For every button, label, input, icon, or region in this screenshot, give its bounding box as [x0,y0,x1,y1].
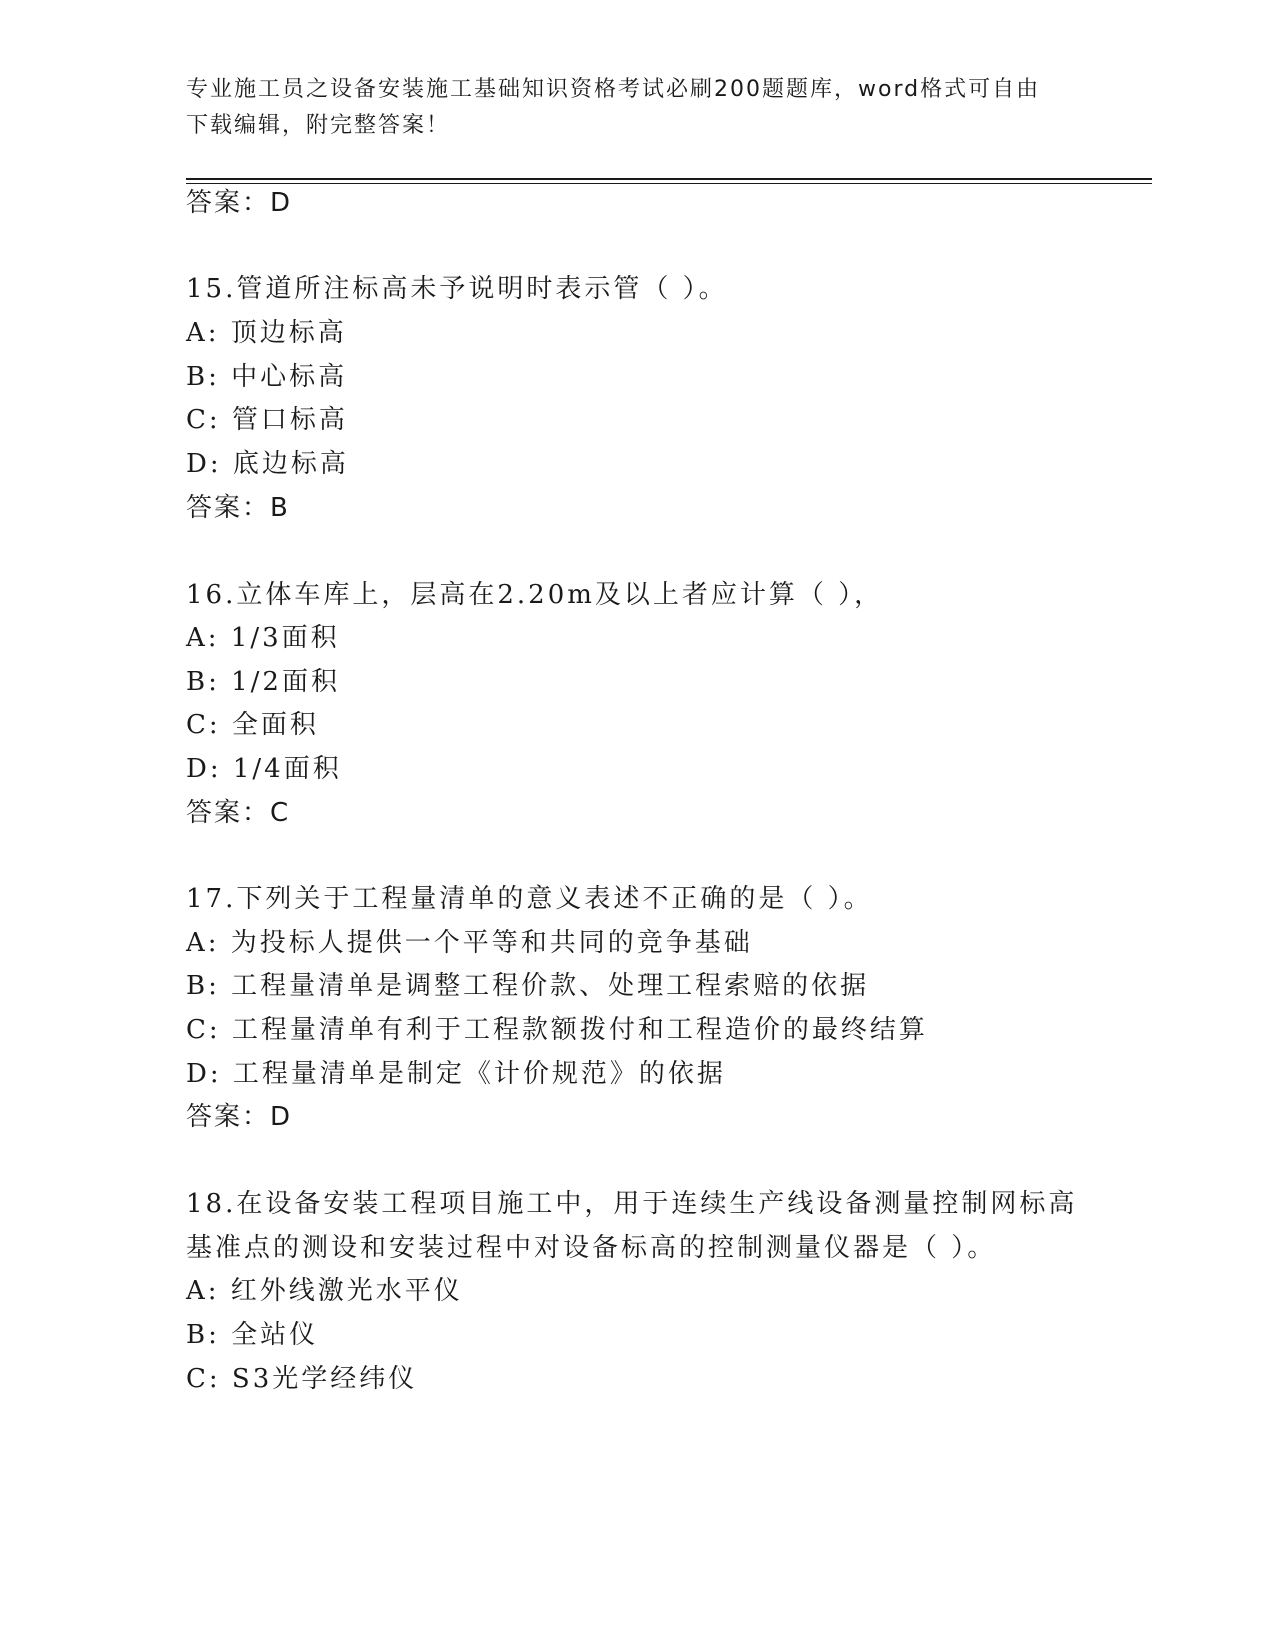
question-16-option-c: C: 全面积 [186,710,319,740]
question-15-option-a: A: 顶边标高 [186,318,347,348]
question-18-option-a: A: 红外线激光水平仪 [186,1276,463,1306]
question-15-stem: 15.管道所注标高未予说明时表示管（ ）。 [186,274,728,304]
header-line-1: 专业施工员之设备安装施工基础知识资格考试必刷200题题库，word格式可自由 [186,77,1041,102]
question-17-option-c: C: 工程量清单有利于工程款额拨付和工程造价的最终结算 [186,1015,928,1045]
question-16-stem: 16.立体车库上，层高在2.20m及以上者应计算（ ）， [186,580,884,610]
question-15-option-c: C: 管口标高 [186,405,348,435]
question-15-option-b: B: 中心标高 [186,362,348,392]
document-header [186,72,1086,144]
question-16-option-a: A: 1/3面积 [186,623,340,653]
question-17-stem: 17.下列关于工程量清单的意义表述不正确的是（ ）。 [186,884,873,914]
header-divider-thin [186,183,1152,184]
question-18-stem-line-1: 18.在设备安装工程项目施工中，用于连续生产线设备测量控制网标高 [186,1189,1078,1219]
previous-answer: 答案：D [186,188,293,218]
header-line-2: 下载编辑，附完整答案！ [186,113,451,138]
question-15-answer: 答案：B [186,493,290,523]
question-18-stem-line-2: 基准点的测设和安装过程中对设备标高的控制测量仪器是（ ）。 [186,1233,997,1263]
question-15-option-d: D: 底边标高 [186,449,349,479]
question-17-option-b: B: 工程量清单是调整工程价款、处理工程索赔的依据 [186,971,870,1001]
question-17-option-d: D: 工程量清单是制定《计价规范》的依据 [186,1059,726,1089]
question-16-option-d: D: 1/4面积 [186,754,342,784]
header-divider-thick [186,178,1152,180]
question-16-answer: 答案：C [186,798,291,828]
question-18-option-b: B: 全站仪 [186,1320,319,1350]
question-17-option-a: A: 为投标人提供一个平等和共同的竞争基础 [186,928,753,958]
question-16-option-b: B: 1/2面积 [186,667,340,697]
question-17-answer: 答案：D [186,1102,293,1132]
question-18-option-c: C: S3光学经纬仪 [186,1364,418,1394]
